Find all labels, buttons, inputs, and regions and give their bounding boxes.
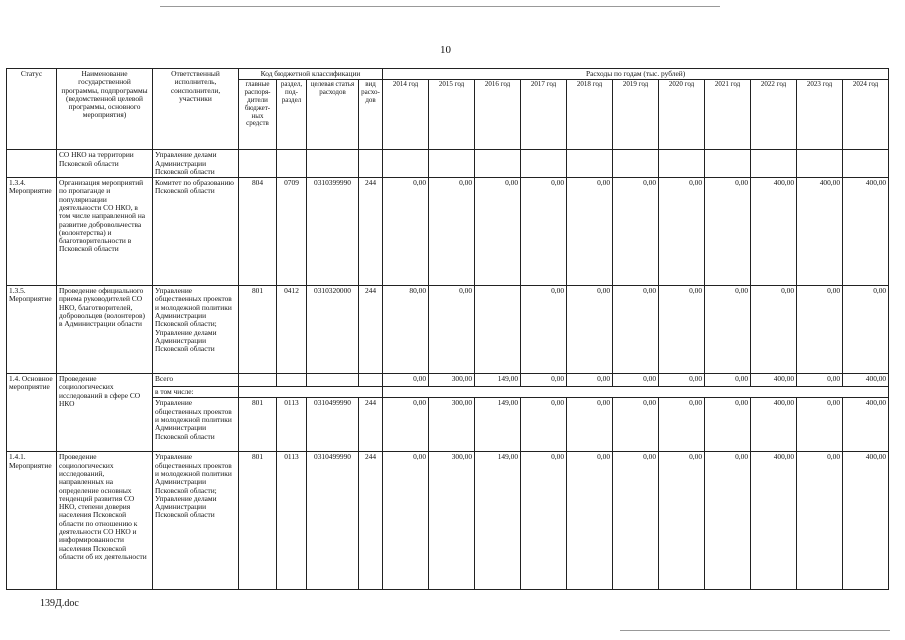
- status-cell: [7, 150, 57, 178]
- value-cell: [843, 150, 889, 178]
- value-cell: 0,00: [567, 452, 613, 590]
- value-cell: [521, 150, 567, 178]
- value-cell: 80,00: [383, 286, 429, 374]
- table-row: [7, 374, 889, 387]
- table-row: [7, 150, 889, 178]
- scan-artifact-top: [160, 6, 720, 7]
- kind-cell: 244: [359, 398, 383, 452]
- header-name: Наименование государственной программы, подпрограммы (ведомственной целевой программы, основного мероприятия): [57, 69, 153, 150]
- value-cell: 0,00: [429, 178, 475, 286]
- value-cell: [751, 150, 797, 178]
- grbs-cell: 801: [239, 452, 277, 590]
- value-cell: 400,00: [843, 374, 889, 387]
- grbs-cell: [239, 374, 277, 387]
- empty-values-cell: [383, 387, 889, 398]
- responsible-cell: Управление общественных проектов и молодежной политики Администрации Псковской области; Управление делами Администрации Псковской области: [153, 452, 239, 590]
- value-cell: 400,00: [751, 374, 797, 387]
- table-row: [7, 452, 889, 590]
- value-cell: 0,00: [797, 374, 843, 387]
- kind-cell: [359, 150, 383, 178]
- value-cell: [475, 286, 521, 374]
- value-cell: 0,00: [521, 286, 567, 374]
- value-cell: 0,00: [383, 452, 429, 590]
- value-cell: 0,00: [613, 286, 659, 374]
- value-cell: 400,00: [843, 398, 889, 452]
- header-row-1: [7, 69, 889, 80]
- value-cell: 149,00: [475, 398, 521, 452]
- responsible-cell: Управление общественных проектов и молодежной политики Администрации Псковской области; Управление делами Администрации Псковской области: [153, 286, 239, 374]
- target-cell: 0310320000: [307, 286, 359, 374]
- value-cell: 0,00: [521, 178, 567, 286]
- value-cell: 0,00: [659, 398, 705, 452]
- kind-cell: 244: [359, 452, 383, 590]
- value-cell: [429, 150, 475, 178]
- header-expenses: Расходы по годам (тыс. рублей): [383, 69, 889, 80]
- value-cell: 0,00: [797, 286, 843, 374]
- section-cell: 0113: [277, 452, 307, 590]
- target-cell: 0310399990: [307, 178, 359, 286]
- value-cell: [659, 150, 705, 178]
- value-cell: [797, 150, 843, 178]
- value-cell: 0,00: [567, 398, 613, 452]
- responsible-cell: Всего: [153, 374, 239, 387]
- page-number: 10: [440, 44, 451, 56]
- value-cell: 0,00: [567, 286, 613, 374]
- value-cell: 0,00: [659, 374, 705, 387]
- value-cell: 0,00: [797, 452, 843, 590]
- kind-cell: [359, 374, 383, 387]
- header-grbs: главные распоря-дители бюджет-ных средств: [239, 80, 277, 150]
- table-row: [7, 178, 889, 286]
- value-cell: 400,00: [843, 178, 889, 286]
- target-cell: 0310499990: [307, 452, 359, 590]
- target-cell: 0310499990: [307, 398, 359, 452]
- status-cell: 1.4. Основное мероприятие: [7, 374, 57, 452]
- target-cell: [307, 374, 359, 387]
- value-cell: 0,00: [843, 286, 889, 374]
- header-year: 2015 год: [429, 80, 475, 150]
- value-cell: 0,00: [659, 178, 705, 286]
- status-cell: 1.4.1. Мероприятие: [7, 452, 57, 590]
- value-cell: 0,00: [705, 286, 751, 374]
- name-cell: Проведение социологических исследований в сфере СО НКО: [57, 374, 153, 452]
- header-year: 2019 год: [613, 80, 659, 150]
- grbs-cell: 801: [239, 286, 277, 374]
- table-row: [7, 286, 889, 374]
- value-cell: 0,00: [705, 178, 751, 286]
- target-cell: [307, 150, 359, 178]
- value-cell: 0,00: [705, 374, 751, 387]
- value-cell: 0,00: [613, 452, 659, 590]
- header-year: 2024 год: [843, 80, 889, 150]
- section-cell: 0709: [277, 178, 307, 286]
- value-cell: 0,00: [383, 178, 429, 286]
- value-cell: 0,00: [659, 452, 705, 590]
- header-status: Статус: [7, 69, 57, 150]
- section-cell: 0113: [277, 398, 307, 452]
- value-cell: 400,00: [797, 178, 843, 286]
- footer-filename: 139Д.doc: [40, 598, 79, 609]
- value-cell: [613, 150, 659, 178]
- value-cell: 0,00: [797, 398, 843, 452]
- name-cell: Организация мероприятий по пропаганде и популяризации деятельности СО НКО, в том числе направленной на развитие добровольчества (волонтерства) и благотворительности в Псковской области: [57, 178, 153, 286]
- grbs-cell: 801: [239, 398, 277, 452]
- header-responsible: Ответственный исполнитель, соисполнители, участники: [153, 69, 239, 150]
- value-cell: 0,00: [613, 374, 659, 387]
- header-year: 2020 год: [659, 80, 705, 150]
- value-cell: 0,00: [705, 452, 751, 590]
- scan-artifact-bottom: [620, 630, 890, 631]
- value-cell: 400,00: [751, 178, 797, 286]
- header-budget-code: Код бюджетной классификации: [239, 69, 383, 80]
- value-cell: 0,00: [383, 398, 429, 452]
- value-cell: [475, 150, 521, 178]
- value-cell: 0,00: [383, 374, 429, 387]
- value-cell: 149,00: [475, 452, 521, 590]
- header-year: 2023 год: [797, 80, 843, 150]
- kind-cell: 244: [359, 178, 383, 286]
- grbs-cell: 804: [239, 178, 277, 286]
- status-cell: 1.3.5. Мероприятие: [7, 286, 57, 374]
- header-year: 2018 год: [567, 80, 613, 150]
- value-cell: 0,00: [521, 398, 567, 452]
- kind-cell: 244: [359, 286, 383, 374]
- header-kind: вид расхо-дов: [359, 80, 383, 150]
- value-cell: 149,00: [475, 374, 521, 387]
- responsible-cell: в том числе:: [153, 387, 239, 398]
- value-cell: 0,00: [475, 178, 521, 286]
- value-cell: [705, 150, 751, 178]
- value-cell: 0,00: [567, 374, 613, 387]
- empty-code-cell: [239, 387, 383, 398]
- header-year: 2016 год: [475, 80, 521, 150]
- value-cell: [567, 150, 613, 178]
- value-cell: 0,00: [613, 398, 659, 452]
- header-year: 2017 год: [521, 80, 567, 150]
- value-cell: 400,00: [751, 452, 797, 590]
- header-year: 2021 год: [705, 80, 751, 150]
- section-cell: [277, 150, 307, 178]
- responsible-cell: Комитет по образованию Псковской области: [153, 178, 239, 286]
- value-cell: 300,00: [429, 398, 475, 452]
- grbs-cell: [239, 150, 277, 178]
- value-cell: 400,00: [843, 452, 889, 590]
- header-target: целевая статья расходов: [307, 80, 359, 150]
- value-cell: [383, 150, 429, 178]
- value-cell: 0,00: [567, 178, 613, 286]
- value-cell: 0,00: [429, 286, 475, 374]
- name-cell: Проведение социологических исследований, направленных на определение основных тенденций развития СО НКО, степени доверия населения Псковской области по отношению к деятельности СО НКО и информированности населения Псковской области об их деятельности: [57, 452, 153, 590]
- responsible-cell: Управление делами Администрации Псковской области: [153, 150, 239, 178]
- expenses-table: [6, 68, 889, 590]
- value-cell: 0,00: [659, 286, 705, 374]
- value-cell: 0,00: [521, 374, 567, 387]
- responsible-cell: Управление общественных проектов и молодежной политики Администрации Псковской области: [153, 398, 239, 452]
- header-section: раздел, под-раздел: [277, 80, 307, 150]
- value-cell: 400,00: [751, 398, 797, 452]
- header-year: 2022 год: [751, 80, 797, 150]
- value-cell: 0,00: [521, 452, 567, 590]
- value-cell: 0,00: [613, 178, 659, 286]
- value-cell: 300,00: [429, 452, 475, 590]
- header-year: 2014 год: [383, 80, 429, 150]
- name-cell: Проведение официального приема руководителей СО НКО, благотворителей, добровольцев (волонтеров) в Администрации области: [57, 286, 153, 374]
- value-cell: 0,00: [751, 286, 797, 374]
- section-cell: 0412: [277, 286, 307, 374]
- value-cell: 300,00: [429, 374, 475, 387]
- status-cell: 1.3.4. Мероприятие: [7, 178, 57, 286]
- section-cell: [277, 374, 307, 387]
- value-cell: 0,00: [705, 398, 751, 452]
- name-cell: СО НКО на территории Псковской области: [57, 150, 153, 178]
